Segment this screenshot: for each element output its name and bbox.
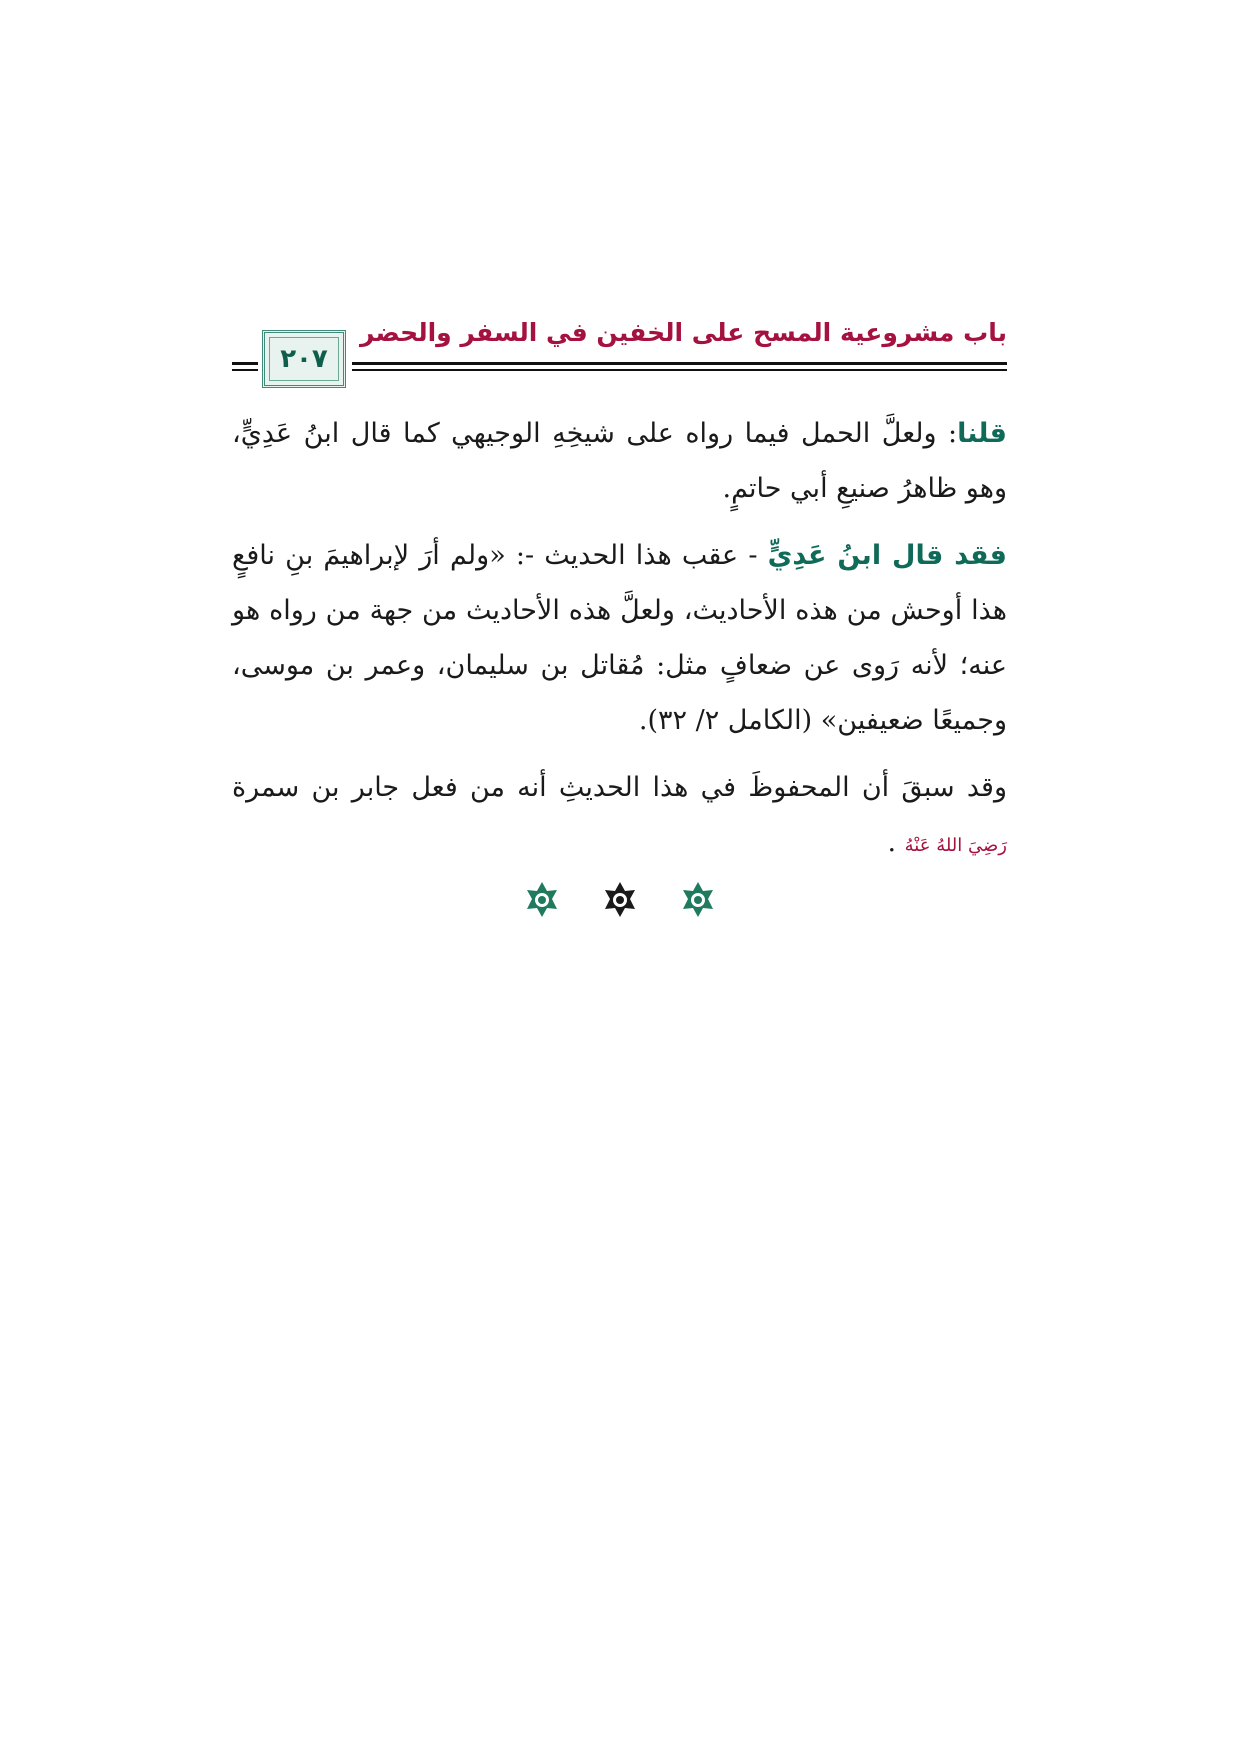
paragraph-text: وقد سبقَ أن المحفوظَ في هذا الحديثِ أنه من فعل جابر بن سمرة [232, 772, 1007, 803]
paragraph-lead: قلنا [957, 418, 1007, 449]
paragraph-3 [232, 760, 1007, 873]
section-end-ornaments [520, 880, 720, 920]
body-text [232, 406, 1007, 885]
star-flower-ornament-icon [520, 880, 564, 920]
header-rule-bottom [352, 369, 1007, 371]
header-rule-top [352, 362, 1007, 365]
header-rule-left-bottom [232, 369, 258, 371]
star-flower-ornament-icon [676, 880, 720, 920]
honorific-mark: رَضِيَ اللهُ عَنْهُ [904, 835, 1007, 856]
page-number: ٢٠٧ [280, 344, 328, 374]
page-number-badge [262, 330, 346, 388]
paragraph-text: - عقب هذا الحديث -: «ولم أرَ لإبراهيمَ بنِ نافعٍ هذا أوحش من هذه الأحاديث، ولعلَّ هذه الأحاديث من جهة من رواه هو عنه؛ لأنه رَوى عن ضعافٍ مثل: مُقاتل بن سليمان، وعمر بن موسى، وجميعًا ضعيفين» (الكامل ٢/ ٣٢). [232, 540, 1007, 736]
header-rule-left-top [232, 362, 258, 365]
paragraph-end: . [887, 827, 905, 858]
paragraph-2 [232, 528, 1007, 748]
page-header [232, 318, 1007, 390]
chapter-title: باب مشروعية المسح على الخفين في السفر والحضر [360, 318, 1007, 347]
paragraph-text: : ولعلَّ الحمل فيما رواه على شيخِهِ الوجيهي كما قال ابنُ عَدِيٍّ، وهو ظاهرُ صنيعِ أبي حاتمٍ. [232, 418, 1007, 504]
paragraph-lead: فقد قال ابنُ عَدِيٍّ [767, 540, 1007, 571]
paragraph-1 [232, 406, 1007, 516]
star-flower-ornament-icon [598, 880, 642, 920]
